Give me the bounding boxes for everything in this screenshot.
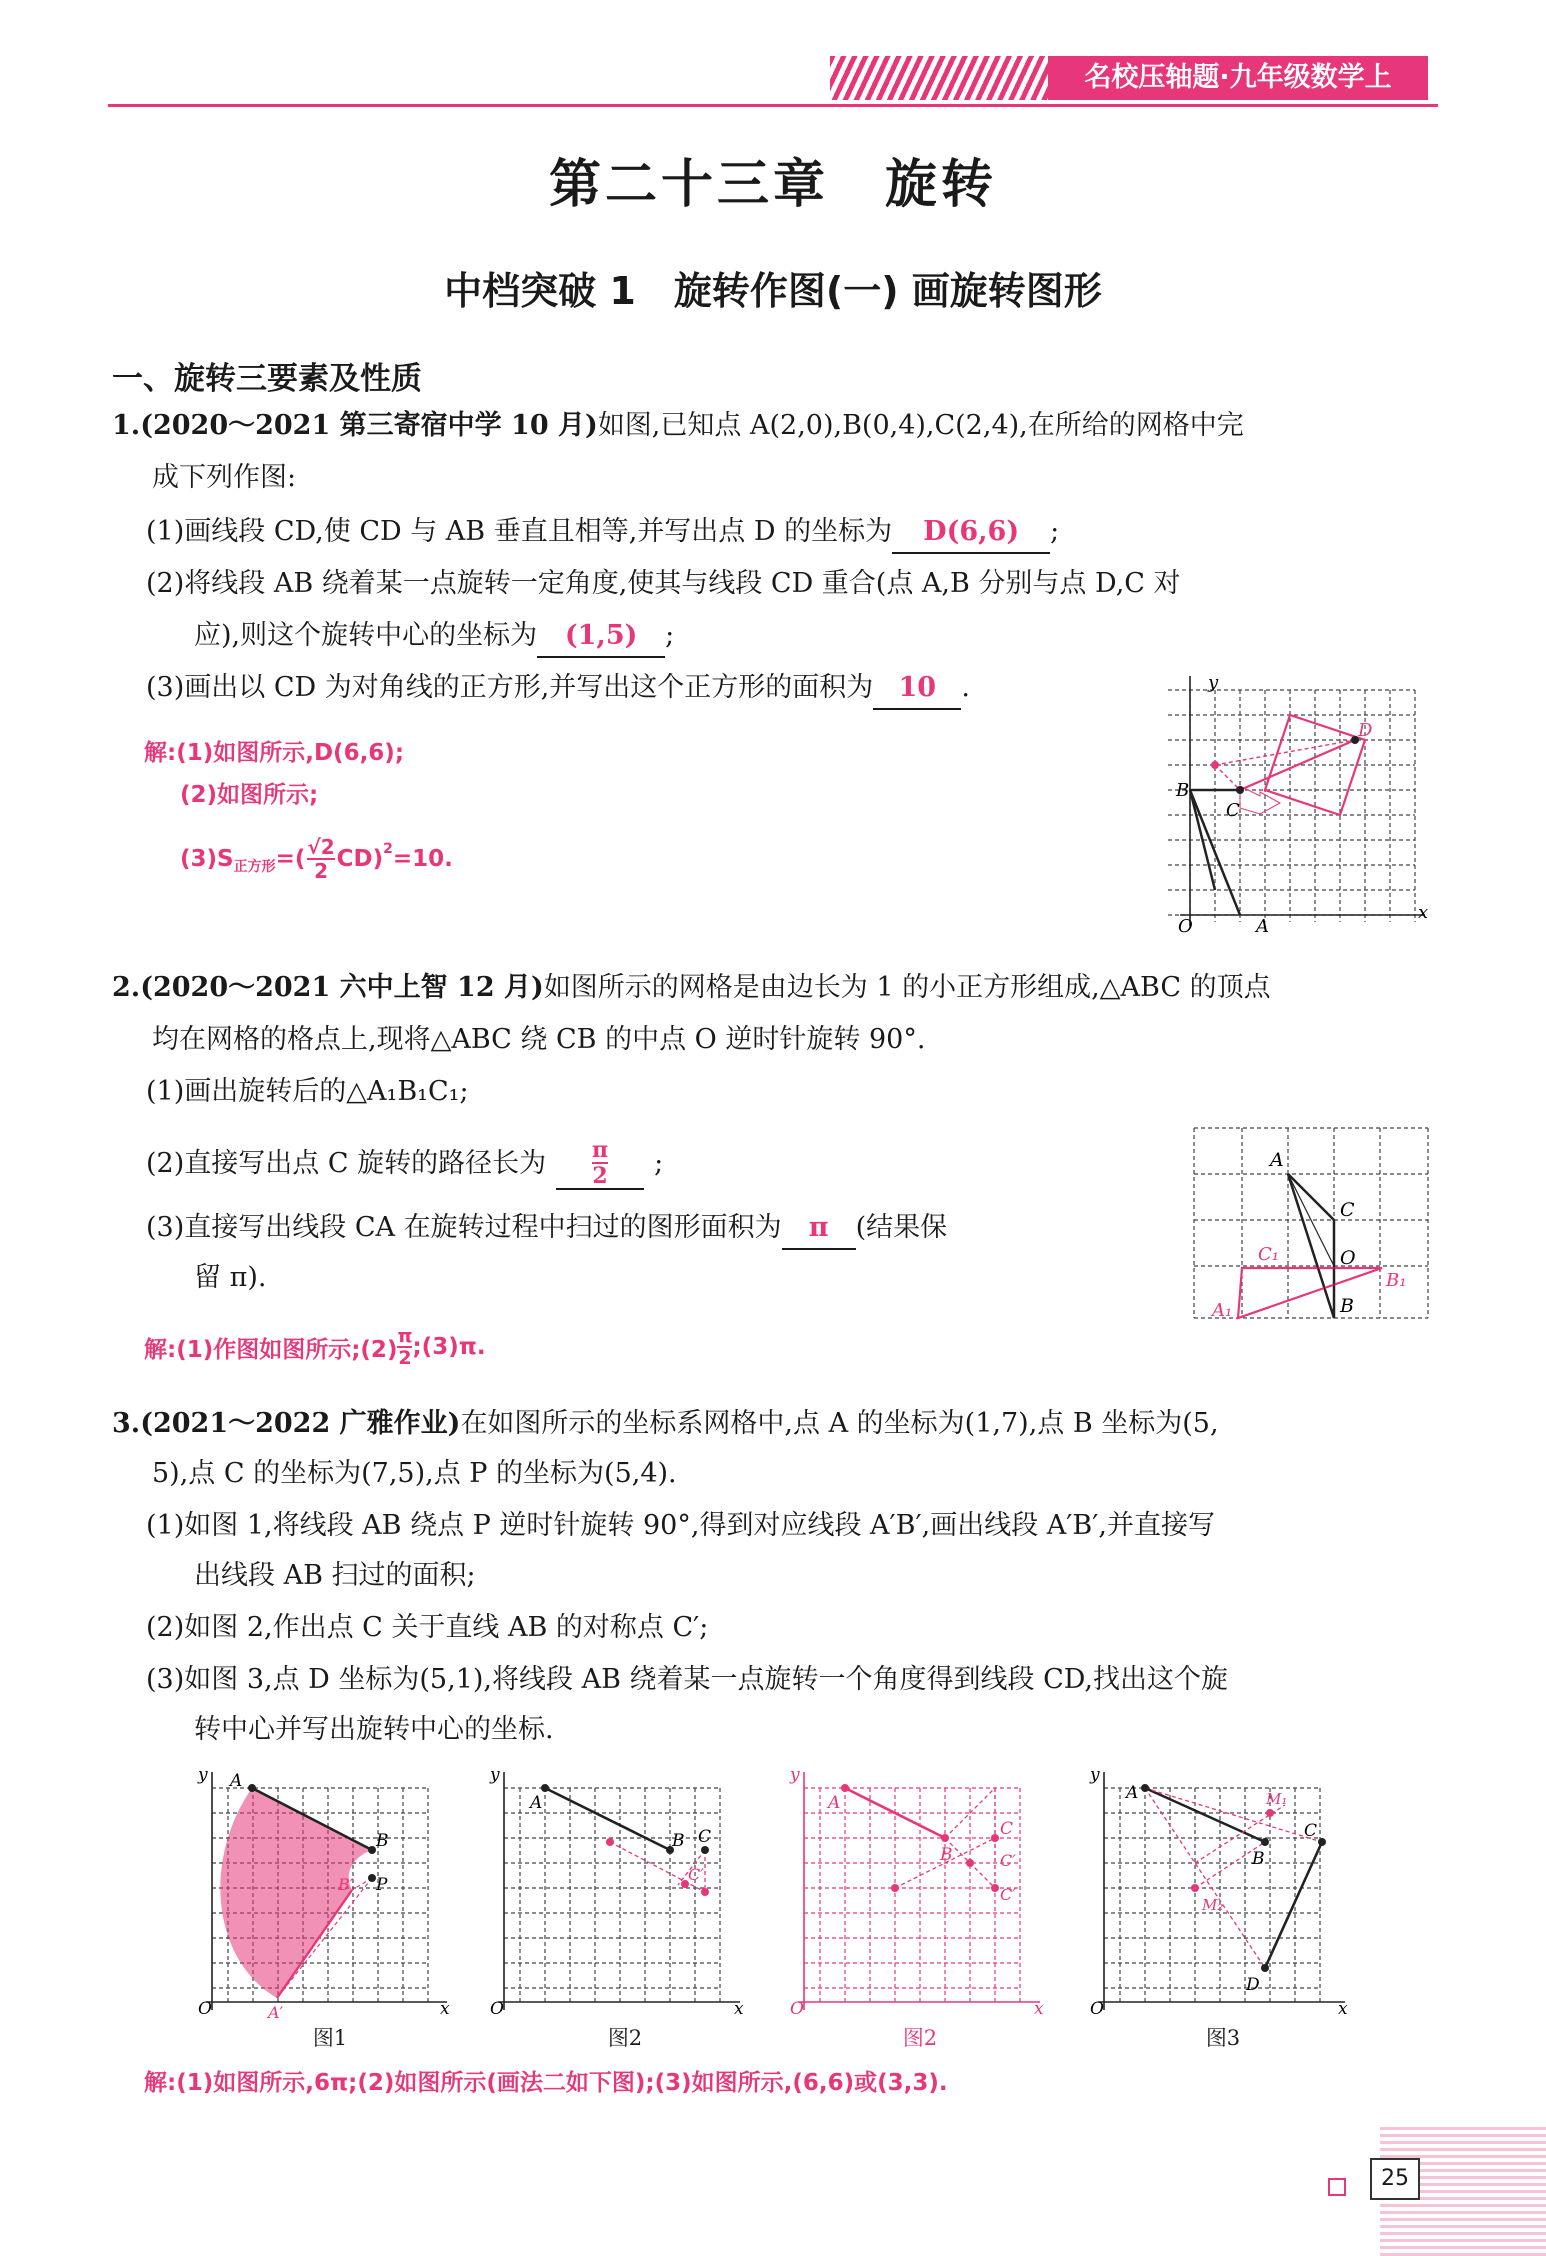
q3-part3-line1: (3)如图 3,点 D 坐标为(5,1),将线段 AB 绕着某一点旋转一个角度得到线段 CD,找出这个旋 [146, 1664, 1229, 1695]
f2b-y-label: y [790, 1765, 800, 1785]
f3-a-label: A [1126, 1783, 1139, 1803]
f3-b-label: B [1252, 1849, 1265, 1869]
q1-answer1: D(6,6) [892, 512, 1050, 554]
q2-part2: (2)直接写出点 C 旋转的路径长为 π 2 ; [146, 1137, 664, 1189]
q2-stem-line2: 均在网格的格点上,现将△ABC 绕 CB 的中点 O 逆时针旋转 90°. [152, 1024, 926, 1055]
q2-a1-label: A₁ [1212, 1300, 1233, 1321]
f2-o-label: O [490, 1999, 504, 2019]
f2b-c-label: C [1000, 1819, 1014, 1839]
q1-part2-line2: 应),则这个旋转中心的坐标为 (1,5) ; [194, 616, 674, 658]
q1-answer2: (1,5) [537, 616, 665, 658]
f2b-a-label: A [828, 1793, 841, 1813]
f1-a-label: A [230, 1771, 243, 1791]
q2-c-label: C [1340, 1199, 1355, 1221]
q2-b-label: B [1340, 1295, 1354, 1317]
q2-o-label: O [1340, 1247, 1356, 1269]
q2-figure [1192, 1126, 1432, 1326]
caption-fig3: 图3 [1205, 2026, 1241, 2050]
q3-figure-1 [192, 1760, 462, 2022]
q3-stem-line1: 3.(2021～2022 广雅作业)在如图所示的坐标系网格中,点 A 的坐标为(1,7),点 B 坐标为(5, [112, 1408, 1219, 1439]
f2b-c-prime-label-1: C′ [1000, 1851, 1016, 1870]
f3-d-label: D [1246, 1975, 1260, 1995]
q1-solution-3: (3)S 正方形 =( √2 2 CD) 2 =10. [180, 835, 453, 883]
f1-a-prime-label: A′ [268, 2003, 284, 2022]
f1-o-label: O [198, 1999, 212, 2019]
q1-grid [1168, 690, 1415, 922]
section-title: 中档突破 1 旋转作图(一) 画旋转图形 [444, 269, 1102, 313]
q1-o-label: O [1178, 916, 1193, 937]
f2-x-label: x [734, 1999, 744, 2019]
caption-fig2: 图2 [607, 2026, 643, 2050]
q1-stem-line1: 1.(2020～2021 第三寄宿中学 10 月)如图,已知点 A(2,0),B(0,4),C(2,4),在所给的网格中完 [112, 410, 1244, 441]
q2-answer2: π 2 [556, 1138, 644, 1190]
q2-stem-line1: 2.(2020～2021 六中上智 12 月)如图所示的网格是由边长为 1 的小正方形组成,△ABC 的顶点 [112, 972, 1271, 1003]
f3-y-label: y [1090, 1765, 1100, 1785]
header-series: 名校压轴题·九年级数学上 [1048, 56, 1428, 100]
q1-solution-2: (2)如图所示; [180, 782, 319, 808]
q2-answer3: π [782, 1208, 856, 1250]
f3-o-label: O [1090, 1999, 1104, 2019]
f1-b-prime-label: B′ [338, 1875, 354, 1894]
header-stripes [830, 56, 1050, 100]
q1-solution-1: 解:(1)如图所示,D(6,6); [144, 740, 405, 766]
q1-answer3: 10 [873, 668, 961, 710]
q3-stem-line2: 5),点 C 的坐标为(7,5),点 P 的坐标为(5,4). [152, 1458, 677, 1489]
q1-x-label: x [1418, 902, 1429, 923]
q3-part3-line2: 转中心并写出旋转中心的坐标. [194, 1714, 554, 1745]
f1-p-label: P [376, 1875, 388, 1895]
f1-x-label: x [440, 1999, 450, 2019]
q2-solution: 解:(1)作图如图所示;(2) π 2 ;(3)π. [144, 1325, 486, 1369]
f2-c-prime-label: C′ [688, 1865, 704, 1884]
q2-part3-line2: 留 π). [194, 1262, 267, 1293]
caption-fig1: 图1 [312, 2026, 348, 2050]
f3-m1-label: M₁ [1266, 1790, 1288, 1808]
f3-m2-label: M₂ [1202, 1896, 1224, 1914]
q1-part2-line1: (2)将线段 AB 绕着某一点旋转一定角度,使其与线段 CD 重合(点 A,B 分别与点 D,C 对 [146, 568, 1181, 599]
f2-a-label: A [530, 1793, 543, 1813]
q3-part1-line1: (1)如图 1,将线段 AB 绕点 P 逆时针旋转 90°,得到对应线段 A′B′,画出线段 A′B′,并直接写 [146, 1510, 1215, 1541]
q1-figure [1160, 668, 1430, 938]
q1-part1: (1)画线段 CD,使 CD 与 AB 垂直且相等,并写出点 D 的坐标为 D(6,6) ; [146, 512, 1059, 554]
caption-fig2-alt: 图2 [902, 2026, 938, 2050]
f2b-b-label: B [940, 1845, 953, 1865]
q2-part1: (1)画出旋转后的△A₁B₁C₁; [146, 1076, 469, 1107]
q3-solution: 解:(1)如图所示,6π;(2)如图所示(画法二如下图);(3)如图所示,(6,6)或(3,3). [144, 2070, 948, 2096]
q2-c1-label: C₁ [1258, 1244, 1279, 1265]
footer-mark [1328, 2178, 1346, 2196]
q1-part3: (3)画出以 CD 为对角线的正方形,并写出这个正方形的面积为 10 . [146, 668, 970, 710]
q1-b-label: B [1176, 780, 1190, 801]
q1-y-label: y [1208, 672, 1219, 693]
part-title: 一、旋转三要素及性质 [112, 361, 422, 397]
q3-figure-2 [490, 1760, 750, 2019]
f2b-o-label: O [790, 1999, 804, 2019]
q3-figure-3 [1090, 1760, 1360, 2019]
q1-a-label: A [1256, 916, 1269, 937]
f2-c-label: C [698, 1827, 712, 1847]
q2-part3-line1: (3)直接写出线段 CA 在旋转过程中扫过的图形面积为 π (结果保 [146, 1208, 947, 1250]
f1-y-label: y [198, 1765, 208, 1785]
q1-stem-line2: 成下列作图: [152, 462, 297, 493]
page-number: 25 [1370, 2158, 1420, 2200]
header-rule [108, 104, 1438, 107]
chapter-title: 第二十三章 旋转 [548, 154, 997, 215]
q2-b1-label: B₁ [1386, 1270, 1407, 1291]
q2-a-label: A [1270, 1149, 1284, 1171]
f2b-c-prime-label-2: C′ [1000, 1885, 1016, 1904]
q1-d-label: D [1358, 720, 1373, 741]
f1-b-label: B [376, 1831, 389, 1851]
q3-part2: (2)如图 2,作出点 C 关于直线 AB 的对称点 C′; [146, 1612, 709, 1643]
q3-part1-line2: 出线段 AB 扫过的面积; [194, 1560, 476, 1591]
f2b-x-label: x [1034, 1999, 1044, 2019]
q1-c-label: C [1226, 800, 1240, 821]
f2-y-label: y [490, 1765, 500, 1785]
f3-x-label: x [1338, 1999, 1348, 2019]
q3-figure-2-alt [790, 1760, 1050, 2019]
f2-b-label: B [672, 1831, 685, 1851]
f3-c-label: C [1304, 1821, 1318, 1841]
